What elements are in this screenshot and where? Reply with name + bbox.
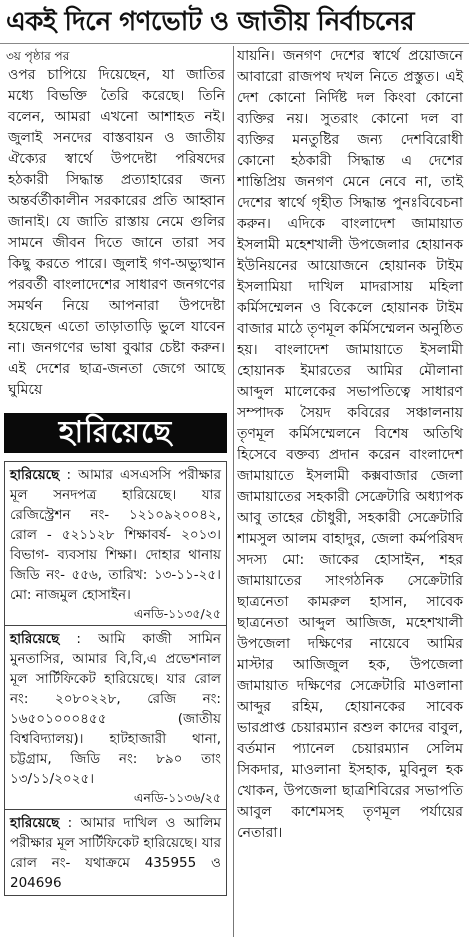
lost-notice <box>4 461 227 626</box>
right-column <box>237 46 465 937</box>
lost-notice-tag: হারিয়েছে <box>10 631 60 647</box>
lost-section-banner: হারিয়েছে <box>4 413 227 453</box>
lost-notice-body: : আমার দাখিল ও আলিম পরীক্ষার মূল সার্টিফিকেট হারিয়েছে। যার রোল নং- যথাক্রমে 435955 ও 204696 <box>10 815 221 891</box>
column-divider <box>233 46 234 937</box>
article-body-left: ওপর চাপিয়ে দিয়েছেন, যা জাতির মধ্যে বিভক্তি তৈরি করেছে। তিনি বলেন, আমরা এখনো আশাহত নই। জুলাই সনদের বাস্তবায়ন ও জাতীয় ঐক্যের স্বার্থে উপদেষ্টা পরিষদের হঠকারী সিদ্ধান্ত প্রত্যাহারের জন্য অন্তর্বর্তীকালীন সরকারের প্রতি আহ্বান জানাই। যে জাতি রাস্তায় নেমে গুলির সামনে জীবন দিতে জানে তারা সব কিছু করতে পারে। জুলাই গণ-অভ্যুত্থান পরবর্তী বাংলাদেশের সাধারণ জনগণের সমর্থন নিয়ে আপনারা উপদেষ্টা হয়েছেন এতো তাড়াতাড়ি ভুলে যাবেন না। জনগণের ভাষা বুঝার চেষ্টা করুন। এই দেশের ছাত্র-জনতা জেগে আছে ঘুমিয়ে <box>8 67 225 398</box>
article-body-right: যায়নি। জনগণ দেশের স্বার্থে প্রয়োজনে আবারো রাজপথ দখল নিতে প্রস্তুত। এই দেশ কোনো নির্দিষ্ট দল কিংবা কোনো ব্যক্তির নয়। সুতরাং কোনো দল বা ব্যক্তির মনতুষ্টির জন্য দেশবিরোধী কোনো হঠকারী সিদ্ধান্ত এ দেশের শান্তিপ্রিয় জনগণ মেনে নেবে না, তাই দেশের স্বার্থে গৃহীত সিদ্ধান্ত পুনঃবিবেচনা করুন। এদিকে বাংলাদেশ জামায়াত ইসলামী মহেশখালী উপজেলার হোয়ানক ইউনিয়নের আয়োজনে হোয়ানক টাইম ইসলামিয়া দাখিল মাদরাসায় মহিলা কর্মিসম্মেলন ও বিকেলে হোয়ানক টাইম বাজার মাঠে তৃণমূল কর্মিসম্মেলন অনুষ্ঠিত হয়। বাংলাদেশ জামায়াতে ইসলামী হোয়ানক ইমারতের আমির মৌলানা আব্দুল মালেকের সভাপতিত্বে সাধারণ সম্পাদক সৈয়দ কবিরের সঞ্চালনায় তৃণমূল কর্মিসম্মেলনে বিশেষ অতিথি হিসেবে বক্তব্য প্রদান করেন বাংলাদেশ জামায়াতে ইসলামী কক্সবাজার জেলা জামায়াতের সহকারী সেক্রেটারি অধ্যাপক আবু তাহের চৌধুরী, সহকারী সেক্রেটারি শামসুল আলম বাহাদুর, জেলা কর্মপরিষদ সদস্য মো: জাকের হোসাইন, শহর জামায়াতের সাংগঠনিক সেক্রেটারি ছাত্রনেতা কামরুল হাসান, সাবেক ছাত্রনেতা আব্দুল আজিজ, মহেশখালী উপজেলা দক্ষিণের নায়েবে আমির মাস্টার আজিজুল হক, উপজেলা জামায়াত দক্ষিণের সেক্রেটারি মাওলানা আব্দুর রহিম, হোয়ানকের সাবেক ভারপ্রাপ্ত চেয়ারম্যান রশুল কাদের বাবুল, বর্তমান প্যানেল চেয়ারম্যান সেলিম সিকদার, মাওলানা ইসহাক, মুবিনুল হক খোকন, উপজেলা ছাত্রশিবিরের সভাপতি আবুল কাশেমসহ তৃণমূল পর্যায়ের নেতারা। <box>237 48 463 841</box>
headline: একই দিনে গণভোট ও জাতীয় নির্বাচনের <box>0 0 469 44</box>
lost-notice-text <box>10 465 221 605</box>
lost-notice-text <box>10 813 221 893</box>
lost-notice-text <box>10 629 221 789</box>
lost-notice <box>4 625 227 810</box>
ad-code: এনডি-১১৩৫/২৫ <box>133 606 221 621</box>
ad-code: এনডি-১১৩৬/২৫ <box>133 790 221 805</box>
lost-notices-list <box>4 461 227 896</box>
lost-notice-tag: হারিয়েছে <box>10 815 60 831</box>
lost-notice-body: : আমি কাজী সামিন মুনতাসির, আমার বি,বি,এ প্রভেশনাল মূল সার্টিফিকেট হারিয়েছে। যার রোল নং: ২০৮০২২৮, রেজি নং: ১৬৫০১০০০৪৫৫ (জাতীয় বিশ্ববিদ্যালয়)। হাটহাজারী থানা, চট্টগ্রাম, জিডি নং: ৮৯০ তাং ১৩/১১/২০২৫। <box>10 631 221 787</box>
lost-notice-tag: হারিয়েছে <box>10 467 60 483</box>
continued-from-note: ৩য় পৃষ্ঠার পর <box>6 49 70 63</box>
lost-notice-body: : আমার এসএসসি পরীক্ষার মূল সনদপত্র হারিয়েছে। যার রেজিস্ট্রেশন নং- ১২১০৯২০০৪২, রোল - ৫২১১২৮ শিক্ষাবর্ষ- ২০১৩। বিভাগ- ব্যবসায় শিক্ষা। দোহার থানায় জিডি নং- ৫৫৬, তারিখ: ১৩-১১-২৫। মো: নাজমুল হোসাইন। <box>10 467 221 603</box>
lost-notice <box>4 809 227 896</box>
left-column <box>0 46 231 937</box>
